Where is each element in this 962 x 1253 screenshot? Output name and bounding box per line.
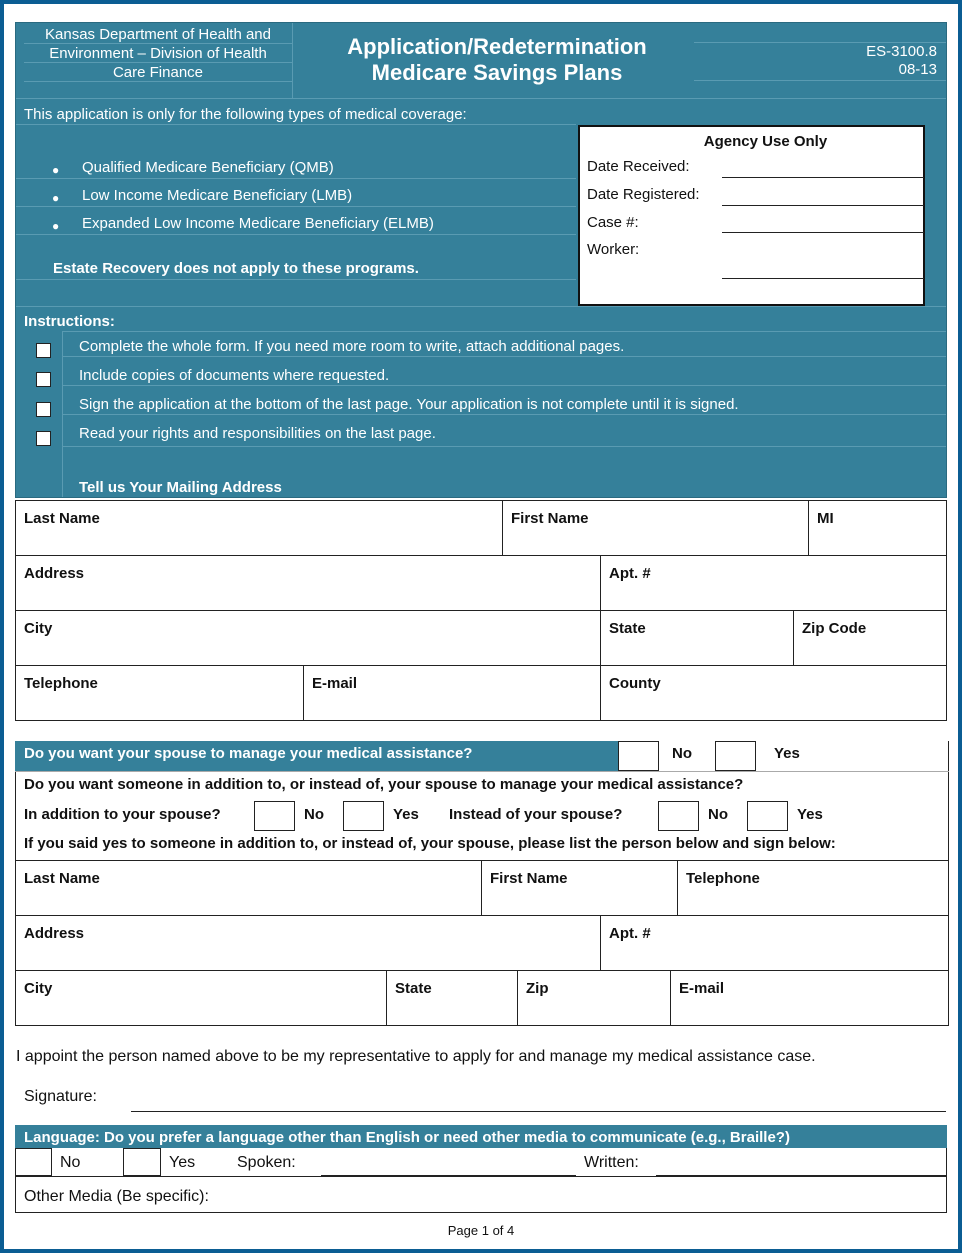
field-label: Telephone xyxy=(24,675,98,692)
rep-state-field[interactable] xyxy=(386,970,518,1026)
county-field[interactable] xyxy=(600,665,947,721)
field-label: City xyxy=(24,980,53,997)
coverage-item: Low Income Medicare Beneficiary (LMB) xyxy=(82,187,353,204)
in-addition-no-checkbox[interactable] xyxy=(254,801,295,831)
rep-first-name-field[interactable] xyxy=(481,860,678,916)
written-label: Written: xyxy=(584,1154,639,1171)
instead-yes-checkbox[interactable] xyxy=(747,801,788,831)
language-yes-checkbox[interactable] xyxy=(123,1148,161,1176)
address-field[interactable] xyxy=(15,555,601,611)
spouse-yes-label: Yes xyxy=(774,745,800,762)
agency-name xyxy=(24,25,292,82)
rep-email-field[interactable] xyxy=(670,970,949,1026)
field-label: First Name xyxy=(490,870,568,887)
agency-line: Environment – Division of Health xyxy=(49,45,267,62)
title-line: Medicare Savings Plans xyxy=(371,60,623,85)
in-addition-label: In addition to your spouse? xyxy=(24,806,221,823)
rep-apt-field[interactable] xyxy=(600,915,949,971)
instruction-item: Complete the whole form. If you need more room to write, attach additional pages. xyxy=(79,338,625,355)
instructions-heading: Instructions: xyxy=(24,313,115,330)
language-no-label: No xyxy=(60,1154,81,1171)
spoken-label: Spoken: xyxy=(237,1154,296,1171)
last-name-field[interactable] xyxy=(15,500,503,556)
instruction-item: Read your rights and responsibilities on the last page. xyxy=(79,425,436,442)
form-title xyxy=(300,34,694,86)
field-label: MI xyxy=(817,510,834,527)
list-prompt: If you said yes to someone in addition to, or instead of, your spouse, please list the person below and sign below: xyxy=(24,835,836,852)
instead-label: Instead of your spouse? xyxy=(449,806,623,823)
city-field[interactable] xyxy=(15,610,601,666)
field-label: State xyxy=(609,620,646,637)
page-number: Page 1 of 4 xyxy=(447,1223,515,1238)
rep-address-field[interactable] xyxy=(15,915,601,971)
field-label: Address xyxy=(24,925,85,942)
spouse-no-checkbox[interactable] xyxy=(618,741,659,771)
language-yes-label: Yes xyxy=(169,1154,196,1171)
agency-line: Kansas Department of Health and xyxy=(45,26,271,43)
zip-code-field[interactable] xyxy=(793,610,947,666)
in-addition-yes-checkbox[interactable] xyxy=(343,801,384,831)
field-label: E-mail xyxy=(312,675,358,692)
signature-line[interactable] xyxy=(131,1111,946,1112)
signature-label: Signature: xyxy=(24,1088,97,1105)
field-label: Last Name xyxy=(24,870,100,887)
telephone-field[interactable] xyxy=(15,665,304,721)
field-label: County xyxy=(609,675,661,692)
instruction-item: Include copies of documents where requested. xyxy=(79,367,390,384)
form-date: 08-13 xyxy=(898,61,937,78)
agency-line: Care Finance xyxy=(112,64,204,81)
form-number: ES-3100.8 xyxy=(866,43,937,60)
estate-recovery-note: Estate Recovery does not apply to these programs. xyxy=(53,260,419,277)
in-addition-no-label: No xyxy=(304,806,324,823)
someone-question: Do you want someone in addition to, or instead of, your spouse to manage your medical assistance? xyxy=(24,776,744,793)
agency-use-title: Agency Use Only xyxy=(703,133,828,150)
spouse-yes-checkbox[interactable] xyxy=(715,741,756,771)
field-label: State xyxy=(395,980,432,997)
field-label: Apt. # xyxy=(609,565,651,582)
field-label: Address xyxy=(24,565,85,582)
field-label: City xyxy=(24,620,53,637)
field-label: Zip Code xyxy=(802,620,867,637)
mi-field[interactable] xyxy=(808,500,947,556)
worker-label: Worker: xyxy=(587,241,640,258)
field-label: Telephone xyxy=(686,870,760,887)
instruction-checkbox[interactable] xyxy=(36,372,51,387)
apt-field[interactable] xyxy=(600,555,947,611)
coverage-item: Expanded Low Income Medicare Beneficiary (ELMB) xyxy=(82,215,434,232)
rep-city-field[interactable] xyxy=(15,970,387,1026)
other-media-label: Other Media (Be specific): xyxy=(24,1188,209,1205)
spouse-question: Do you want your spouse to manage your medical assistance? xyxy=(24,745,473,762)
rep-telephone-field[interactable] xyxy=(677,860,949,916)
email-field[interactable] xyxy=(303,665,601,721)
field-label: Zip xyxy=(526,980,549,997)
instruction-checkbox[interactable] xyxy=(36,402,51,417)
title-line: Application/Redetermination xyxy=(347,34,647,59)
field-label: Apt. # xyxy=(609,925,651,942)
field-label: E-mail xyxy=(679,980,725,997)
instruction-checkbox[interactable] xyxy=(36,343,51,358)
rep-last-name-field[interactable] xyxy=(15,860,482,916)
instead-no-checkbox[interactable] xyxy=(658,801,699,831)
date-registered-label: Date Registered: xyxy=(587,186,700,203)
date-received-label: Date Received: xyxy=(587,158,690,175)
in-addition-yes-label: Yes xyxy=(393,806,419,823)
instruction-item: Sign the application at the bottom of the last page. Your application is not complete until it is signed. xyxy=(79,396,739,413)
rep-zip-field[interactable] xyxy=(517,970,671,1026)
instead-no-label: No xyxy=(708,806,728,823)
first-name-field[interactable] xyxy=(502,500,809,556)
appoint-statement: I appoint the person named above to be my representative to apply for and manage my medical assistance case. xyxy=(16,1048,816,1065)
spouse-no-label: No xyxy=(672,745,692,762)
coverage-intro: This application is only for the following types of medical coverage: xyxy=(24,106,467,123)
coverage-item: Qualified Medicare Beneficiary (QMB) xyxy=(82,159,334,176)
field-label: First Name xyxy=(511,510,589,527)
field-label: Last Name xyxy=(24,510,100,527)
instruction-checkbox[interactable] xyxy=(36,431,51,446)
language-question: Language: Do you prefer a language other than English or need other media to communicate (e.g., Braille?) xyxy=(24,1129,790,1146)
mailing-address-heading: Tell us Your Mailing Address xyxy=(79,479,282,496)
instead-yes-label: Yes xyxy=(797,806,823,823)
case-number-label: Case #: xyxy=(587,214,639,231)
language-no-checkbox[interactable] xyxy=(15,1148,52,1176)
state-field[interactable] xyxy=(600,610,794,666)
